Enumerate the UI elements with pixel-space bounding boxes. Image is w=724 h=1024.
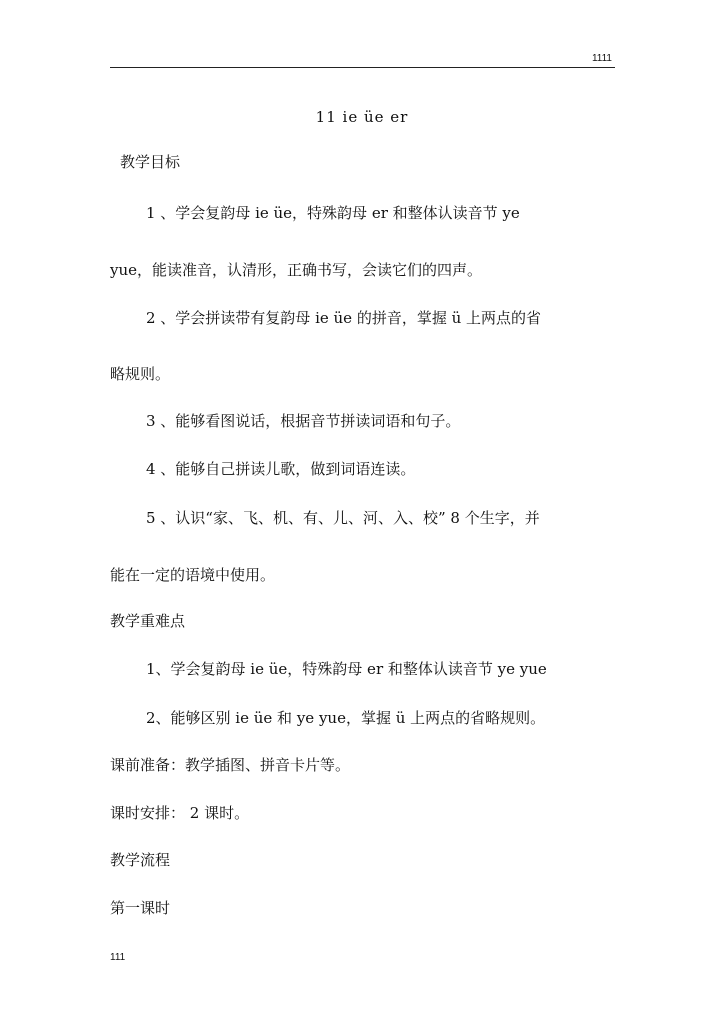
objective-2-line-1: 2 、学会拼读带有复韵母 ie üe 的拼音，掌握 ü 上两点的省	[146, 309, 542, 327]
schedule: 课时安排： 2 课时。	[110, 804, 250, 822]
lesson-title: 11 ie üe er	[315, 108, 409, 126]
header-rule	[110, 67, 615, 68]
section-heading-process: 教学流程	[110, 851, 171, 869]
footer-page-number: 111	[110, 952, 126, 963]
section-heading-key-points: 教学重难点	[110, 612, 186, 630]
objective-3: 3 、能够看图说话，根据音节拼读词语和句子。	[146, 412, 461, 430]
objective-2-line-2: 略规则。	[110, 365, 171, 383]
header-page-number: 1111	[591, 53, 612, 64]
objective-5-line-1: 5 、认识“家、飞、机、有、儿、河、入、校” 8 个生字，并	[146, 509, 540, 527]
objective-4: 4 、能够自己拼读儿歌，做到词语连读。	[146, 460, 416, 478]
section-heading-objectives: 教学目标	[120, 153, 181, 171]
first-lesson-heading: 第一课时	[110, 899, 171, 917]
objective-1-line-1: 1 、学会复韵母 ie üe，特殊韵母 er 和整体认读音节 ye	[146, 204, 520, 222]
key-point-1: 1、学会复韵母 ie üe，特殊韵母 er 和整体认读音节 ye yue	[146, 660, 547, 678]
key-point-2: 2、能够区别 ie üe 和 ye yue，掌握 ü 上两点的省略规则。	[146, 709, 546, 727]
objective-5-line-2: 能在一定的语境中使用。	[110, 566, 276, 584]
objective-1-line-2: yue，能读准音，认清形，正确书写，会读它们的四声。	[110, 261, 483, 279]
preparation: 课前准备：教学插图、拼音卡片等。	[110, 756, 351, 774]
